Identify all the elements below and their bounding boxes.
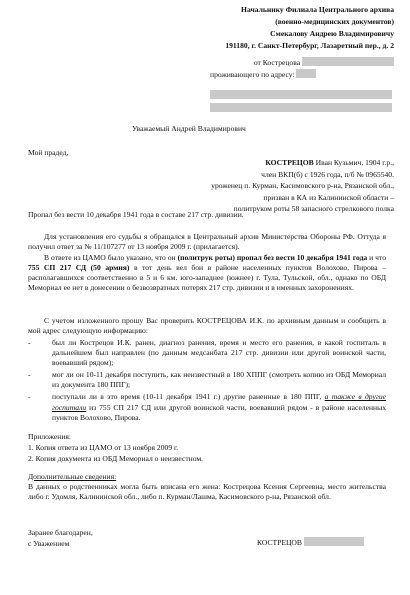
addressee-line-3: Смекалову Андрею Владимировичу xyxy=(270,29,394,38)
addressee-line-1: Начальнику Филиала Центрального архива xyxy=(241,5,394,14)
paragraph-2 xyxy=(28,253,386,293)
sender-from xyxy=(254,57,394,68)
sender-from-label: от Кострецова xyxy=(253,58,301,67)
additional-title: Дополнительные сведения: xyxy=(28,472,117,481)
attachments-block xyxy=(28,431,203,464)
address-line-2 xyxy=(210,98,392,116)
greeting: Уважаемый Андрей Владимирович xyxy=(132,124,246,133)
attachment-item-1: 1. Копия ответа из ЦАМО от 13 ноября 2009 г. xyxy=(28,443,179,452)
soldier-name-line xyxy=(211,157,394,169)
sender-residence xyxy=(210,69,316,80)
bullet3-part-c: из 755 СП 217 СД или другой воинской части, воевавший рядом - в районе населенных пунктов Волохово, Пирова. xyxy=(52,402,386,422)
sender-residence-label: проживающего по адресу: xyxy=(210,70,295,79)
list-item: - мог ли он 10-11 декабря поступить, как неизвестный в 180 ХППГ (смотреть копию из ОБД Мемориал из документа 180 ППГ); xyxy=(28,370,386,390)
soldier-line-3: уроженец п. Курман, Касимовского р-на, Рязанской обл., xyxy=(211,181,394,191)
request-list xyxy=(28,338,386,423)
soldier-line-4: призван в КА из Калининской области – xyxy=(263,192,394,202)
soldier-line-5: политруком роты 58 запасного стрелкового полка xyxy=(233,204,394,214)
paragraph-1: Для установления его судьбы я обращался в Центральный архив Министерства Обороны РФ. Оттуда я получил ответ за № 11/107277 от 13 ноября 2009 г. (прилагается). xyxy=(28,232,386,252)
list-item: - был ли Кострецов И.К. ранен, диагноз ранения, время и место его ранения, в какой госпиталь в дальнейшем был направлен (по данным медсанбата 217 стр. дивизии или другой воинской части, воевавший рядом); xyxy=(28,338,386,368)
soldier-name-rest: Иван Кузьмич, 1904 г.р., xyxy=(313,158,394,167)
signature-name: КОСТРЕЦОВ xyxy=(257,538,302,547)
para2-part-3: и что xyxy=(367,253,386,262)
para2-part-1: В ответе из ЦАМО было указано, что он xyxy=(44,253,178,262)
soldier-surname: КОСТРЕЦОВ xyxy=(265,158,314,167)
addressee-line-4: 191180, г. Санкт-Петербург, Лазаретный пер., д. 2 xyxy=(225,41,394,50)
para2-bold-2: 755 СП 217 СД (50 армия) xyxy=(28,263,130,273)
closing-line-2: с Уважением xyxy=(28,539,70,548)
attachments-title: Приложения: xyxy=(28,432,71,441)
para2-part-5: в тот день вел бои в районе населенных пунктов Волохово, Пирова – располагавшихся соответственно в 5 и 6 км. юго-западнее (южнее) г. Тула, Тульской, обл., однако по ОБД Мемориал ее нет в донесении о безвозвратных потерях 217 стр. дивизии и в именных захоронениях. xyxy=(28,263,386,293)
addressee-line-2: (военно-медицинских документов) xyxy=(275,17,394,26)
redacted-address-start xyxy=(296,69,316,78)
bullet3-part-a: поступали ли в это время (10-11 декабря 1941 г.) другие раненные в 180 ППГ, xyxy=(52,392,325,402)
redacted-signature xyxy=(304,537,364,546)
soldier-block xyxy=(211,157,394,215)
missing-line: Пропал без вести 10 декабря 1941 года в составе 217 стр. дивизии. xyxy=(28,210,244,219)
addressee-block xyxy=(225,4,394,52)
redacted-name xyxy=(302,57,394,66)
bullet3-emphasis: а также в другие госпитали xyxy=(52,392,386,412)
intro: Мой прадед, xyxy=(28,148,69,157)
list-item xyxy=(28,392,386,422)
redacted-address-2 xyxy=(210,103,392,112)
attachment-item-2: 2. Копия документа из ОБД Мемориал о неизвестном. xyxy=(28,454,204,463)
closing-line-1: Заранее благодарен, xyxy=(28,528,93,537)
additional-text: В данных о родственниках могла быть вписана его жена: Кострецова Ксения Сергеевна, место жительства либо г. Удомля, Калининской обл., либо п. Курман/Лашма, Касимовского р-на, Рязанской обл. xyxy=(28,482,386,502)
paragraph-3: С учетом изложенного прошу Вас проверить КОСТРЕЦОВА И.К. по архивным данным и сообщить в мой адрес следующую информацию: xyxy=(28,316,386,336)
soldier-line-2: член ВКП(б) с 1926 года, п/б № 0965540. xyxy=(261,169,394,179)
closing-block xyxy=(28,527,93,549)
signature-block xyxy=(257,537,364,548)
para2-bold-1: (политрук роты) пропал без вести 10 декабря 1941 года xyxy=(177,253,368,262)
